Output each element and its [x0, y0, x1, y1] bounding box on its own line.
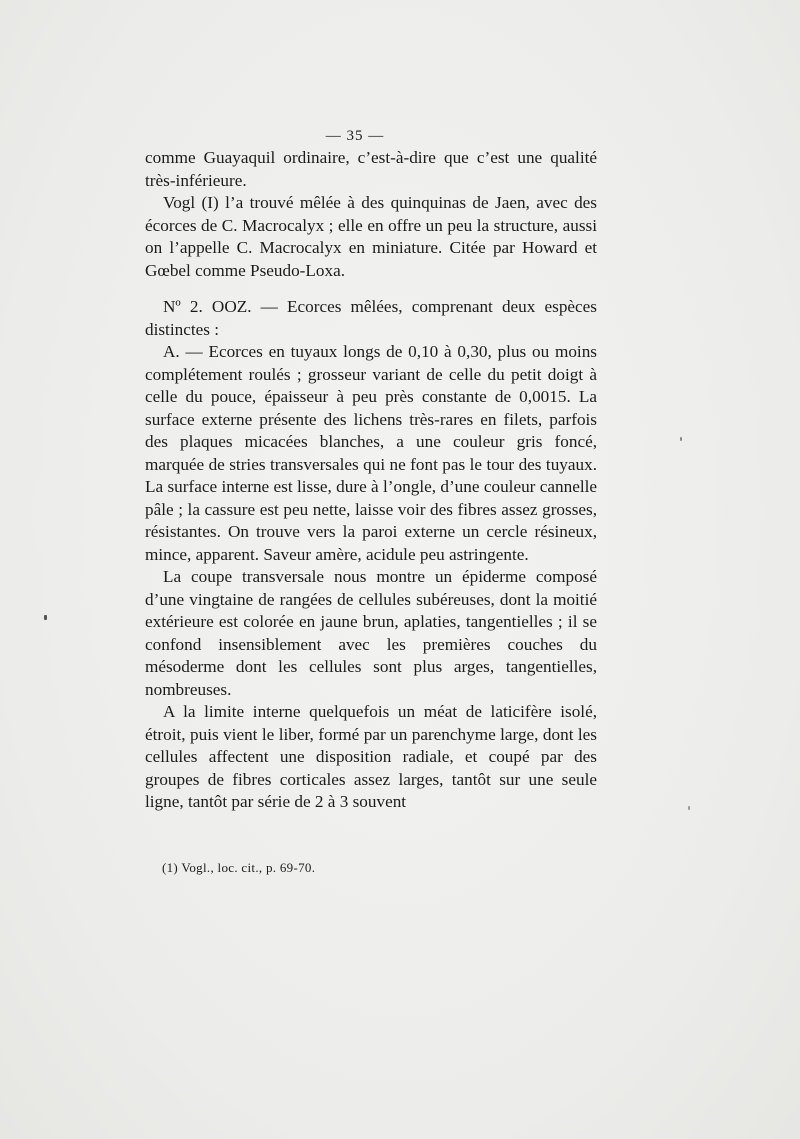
paragraph-4: A. — Ecorces en tuyaux longs de 0,10 à 0,30, plus ou moins complétement roulés ; grosseur variant de celle du petit doigt à celle du pouce, épaisseur à peu près constante de 0,0015. La surface externe présente des lichens très-rares en filets, parfois des plaques micacées blanches, a une couleur gris foncé, marquée de stries transversales qui ne font pas le tour des tuyaux. La surface interne est lisse, dure à l’ongle, d’une couleur cannelle pâle ; la cassure est peu nette, laisse voir des fibres assez grosses, résistantes. On trouve vers la paroi externe un cercle résineux, mince, apparent. Saveur amère, acidule peu astringente. [145, 342, 597, 564]
footnote: (1) Vogl., loc. cit., p. 69-70. [162, 860, 316, 875]
paragraph-1: comme Guayaquil ordinaire, c’est-à-dire que c’est une qualité très-inférieure. [145, 148, 597, 190]
page-number: — 35 — [325, 128, 385, 144]
ink-speck [44, 615, 47, 620]
ink-speck [680, 437, 682, 441]
paragraph-2: Vogl (I) l’a trouvé mêlée à des quinquinas de Jaen, avec des écorces de C. Macrocalyx ; elle en offre un peu la structure, aussi on l’appelle C. Macrocalyx en miniature. Citée par Howard et Gœbel comme Pseudo-Loxa. [145, 193, 597, 280]
ink-speck [688, 806, 690, 810]
paragraph-3: Nº 2. OOZ. — Ecorces mêlées, comprenant deux espèces distinctes : [145, 297, 597, 339]
paragraph-5: La coupe transversale nous montre un épiderme composé d’une vingtaine de rangées de cellules subéreuses, dont la moitié extérieure est colorée en jaune brun, aplaties, tangentielles ; il se confond insensiblement avec les premières couches du mésoderme dont les cellules sont plus arges, tangentielles, nombreuses. [145, 567, 597, 699]
body-text [145, 147, 597, 814]
paragraph-6: A la limite interne quelquefois un méat de laticifère isolé, étroit, puis vient le liber, formé par un parenchyme large, dont les cellules affectent une disposition radiale, et coupé par des groupes de fibres corticales assez larges, tantôt sur une seule ligne, tantôt par série de 2 à 3 souvent [145, 702, 597, 811]
